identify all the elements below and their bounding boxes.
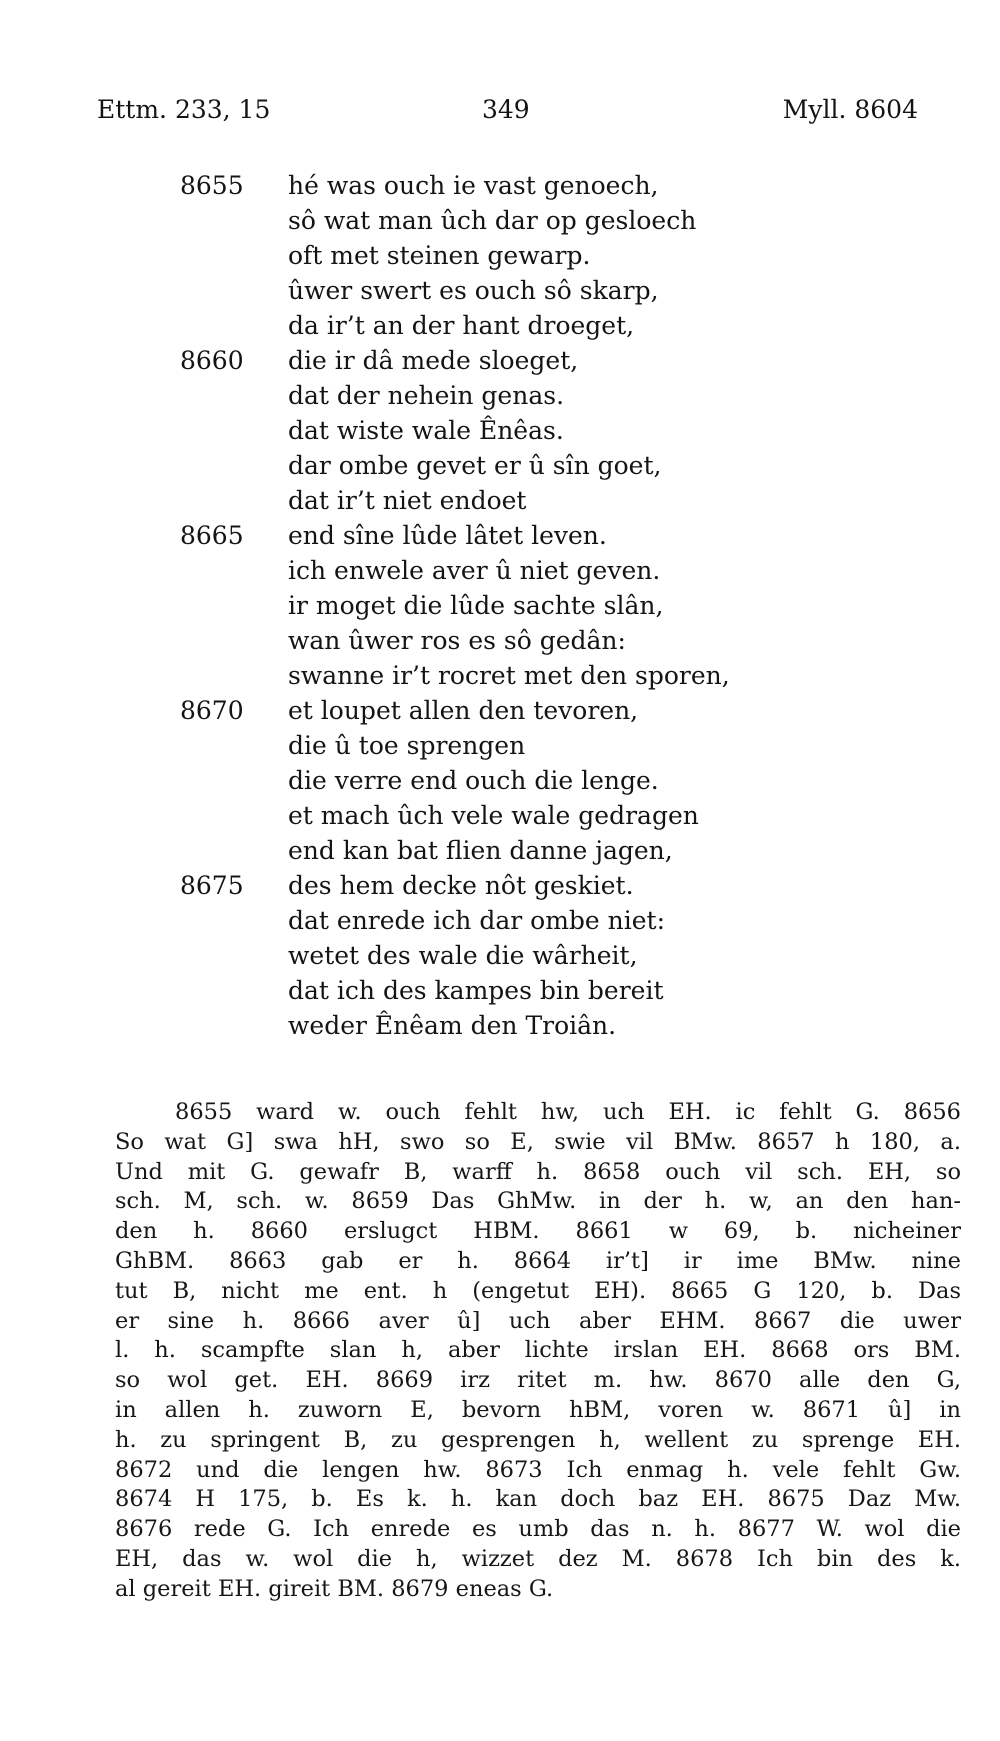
- verse-text: wetet des wale die wârheit,: [288, 941, 638, 970]
- verse-text: die û toe sprengen: [288, 731, 526, 760]
- apparatus-line: so wol get. EH. 8669 irz ritet m. hw. 8670 alle den G,: [115, 1367, 961, 1394]
- verse-text: et loupet allen den tevoren,: [288, 696, 639, 725]
- verse-number: 8675: [180, 871, 244, 900]
- verse-text: wan ûwer ros es sô gedân:: [288, 626, 626, 655]
- verse-line: [0, 413, 1000, 448]
- verse-line: [0, 448, 1000, 483]
- verse-line: [0, 553, 1000, 588]
- critical-apparatus: [115, 1098, 961, 1605]
- verse-number: 8670: [180, 696, 244, 725]
- verse-line: [0, 868, 1000, 903]
- apparatus-line: al gereit EH. gireit BM. 8679 eneas G.: [115, 1575, 554, 1602]
- verse-line: [0, 588, 1000, 623]
- verse-text-block: [0, 168, 1000, 1043]
- verse-text: end kan bat flien danne jagen,: [288, 836, 673, 865]
- running-header: [0, 95, 1000, 135]
- apparatus-line: EH, das w. wol die h, wizzet dez M. 8678 Ich bin des k.: [115, 1545, 961, 1572]
- verse-text: dat ir’t niet endoet: [288, 486, 527, 515]
- apparatus-line: GhBM. 8663 gab er h. 8664 ir’t] ir ime BMw. nine: [115, 1247, 961, 1274]
- verse-text: die ir dâ mede sloeget,: [288, 346, 579, 375]
- verse-text: dat wiste wale Ênêas.: [288, 416, 564, 445]
- verse-text: des hem decke nôt geskiet.: [288, 871, 634, 900]
- verse-line: [0, 273, 1000, 308]
- verse-text: ir moget die lûde sachte slân,: [288, 591, 664, 620]
- verse-line: [0, 798, 1000, 833]
- verse-line: [0, 833, 1000, 868]
- verse-line: [0, 658, 1000, 693]
- apparatus-line: 8655 ward w. ouch fehlt hw, uch EH. ic fehlt G. 8656: [175, 1099, 961, 1125]
- verse-text: hé was ouch ie vast genoech,: [288, 171, 659, 200]
- verse-line: [0, 693, 1000, 728]
- apparatus-line: So wat G] swa hH, swo so E, swie vil BMw. 8657 h 180, a.: [115, 1128, 961, 1155]
- verse-text: ûwer swert es ouch sô skarp,: [288, 276, 659, 305]
- header-left-reference: Ettm. 233, 15: [97, 95, 271, 124]
- apparatus-line: 8674 H 175, b. Es k. h. kan doch baz EH. 8675 Daz Mw.: [115, 1486, 961, 1513]
- apparatus-line: Und mit G. gewafr B, warff h. 8658 ouch vil sch. EH, so: [115, 1158, 961, 1185]
- apparatus-line: 8676 rede G. Ich enrede es umb das n. h. 8677 W. wol die: [115, 1516, 961, 1543]
- header-right-reference: Myll. 8604: [782, 95, 918, 124]
- verse-text: weder Ênêam den Troiân.: [288, 1011, 617, 1040]
- verse-text: et mach ûch vele wale gedragen: [288, 801, 699, 830]
- verse-text: die verre end ouch die lenge.: [288, 766, 659, 795]
- verse-line: [0, 1008, 1000, 1043]
- verse-line: [0, 168, 1000, 203]
- apparatus-line: tut B, nicht me ent. h (engetut EH). 8665 G 120, b. Das: [115, 1277, 961, 1304]
- apparatus-line: er sine h. 8666 aver û] uch aber EHM. 8667 die uwer: [115, 1307, 961, 1334]
- verse-number: 8660: [180, 346, 244, 375]
- apparatus-line: 8672 und die lengen hw. 8673 Ich enmag h. vele fehlt Gw.: [115, 1456, 961, 1483]
- verse-line: [0, 203, 1000, 238]
- apparatus-line: in allen h. zuworn E, bevorn hBM, voren w. 8671 û] in: [115, 1396, 961, 1423]
- verse-line: [0, 938, 1000, 973]
- verse-line: [0, 518, 1000, 553]
- verse-text: ich enwele aver û niet geven.: [288, 556, 661, 585]
- verse-line: [0, 973, 1000, 1008]
- verse-text: end sîne lûde lâtet leven.: [288, 521, 607, 550]
- verse-text: sô wat man ûch dar op gesloech: [288, 206, 697, 235]
- verse-line: [0, 343, 1000, 378]
- verse-line: [0, 308, 1000, 343]
- verse-line: [0, 483, 1000, 518]
- verse-line: [0, 378, 1000, 413]
- verse-line: [0, 763, 1000, 798]
- apparatus-line: sch. M, sch. w. 8659 Das GhMw. in der h. w, an den han-: [115, 1188, 961, 1215]
- verse-text: da ir’t an der hant droeget,: [288, 311, 635, 340]
- verse-text: swanne ir’t rocret met den sporen,: [288, 661, 730, 690]
- verse-line: [0, 238, 1000, 273]
- verse-text: dat enrede ich dar ombe niet:: [288, 906, 666, 935]
- verse-number: 8665: [180, 521, 244, 550]
- verse-text: dat ich des kampes bin bereit: [288, 976, 664, 1005]
- verse-line: [0, 623, 1000, 658]
- apparatus-line: den h. 8660 erslugct HBM. 8661 w 69, b. nicheiner: [115, 1218, 961, 1245]
- apparatus-line: l. h. scampfte slan h, aber lichte irslan EH. 8668 ors BM.: [115, 1337, 961, 1364]
- verse-text: oft met steinen gewarp.: [288, 241, 591, 270]
- verse-line: [0, 728, 1000, 763]
- page-number: 349: [482, 95, 530, 124]
- apparatus-line: h. zu springent B, zu gesprengen h, wellent zu sprenge EH.: [115, 1426, 961, 1453]
- verse-line: [0, 903, 1000, 938]
- verse-text: dar ombe gevet er û sîn goet,: [288, 451, 662, 480]
- verse-number: 8655: [180, 171, 244, 200]
- verse-text: dat der nehein genas.: [288, 381, 565, 410]
